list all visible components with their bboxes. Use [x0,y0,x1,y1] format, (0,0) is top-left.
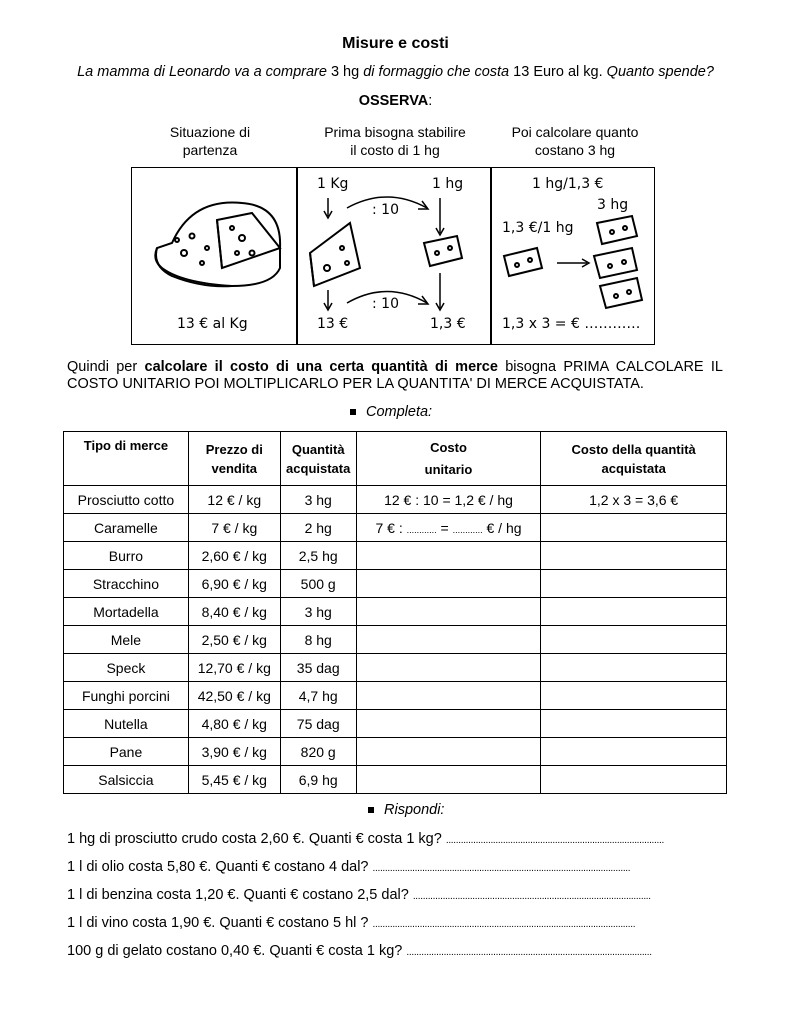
problem-part-2: 3 hg [330,64,360,80]
cell-item: Prosciutto cotto [64,486,189,514]
panel2-bottom-left: 13 € [317,316,349,332]
panel2-div-bottom: : 10 [372,296,399,312]
cell-unit-cost[interactable] [356,766,541,794]
cell-price: 3,90 € / kg [188,738,280,766]
panel2-top-right: 1 hg [432,176,464,192]
cell-total-cost[interactable] [541,542,727,570]
observe-heading [0,93,791,109]
cell-item: Salsiccia [64,766,189,794]
cell-total-cost[interactable] [541,514,727,542]
observe-label: OSSERVA [358,93,429,109]
cell-quantity: 75 dag [280,710,356,738]
cell-total-cost[interactable] [541,738,727,766]
panel1-price: 13 € al Kg [177,316,248,332]
cell-item: Mortadella [64,598,189,626]
observe-colon: : [428,93,433,109]
cell-unit-cost[interactable] [356,570,541,598]
cell-item: Caramelle [64,514,189,542]
cell-price: 42,50 € / kg [188,682,280,710]
cell-unit-cost: 12 € : 10 = 1,2 € / hg [356,486,541,514]
problem-statement [0,64,791,80]
problem-part-3: di formaggio che costa [359,64,514,80]
cell-unit-cost[interactable] [356,626,541,654]
question-line[interactable] [67,859,630,875]
problem-part-4: 13 Euro al kg. [513,64,603,80]
explanation-b: calcolare il costo di una certa quantità di merce [144,359,498,375]
cell-price: 12,70 € / kg [188,654,280,682]
panel2-div-top: : 10 [372,202,399,218]
cell-price: 2,50 € / kg [188,626,280,654]
page-title: Misure e costi [342,35,449,52]
question-text: 1 l di benzina costa 1,20 €. Quanti € costano 2,5 dal? [67,887,413,903]
cell-quantity: 8 hg [280,626,356,654]
caption-start-line2: partenza [182,142,238,158]
caption-start [140,123,280,159]
answer-blank[interactable]: .......................................................................................................... [372,919,636,930]
question-text: 1 l di vino costa 1,90 €. Quanti € costano 5 hl ? [67,915,373,931]
table-row [64,486,727,514]
cell-unit-cost[interactable] [356,542,541,570]
question-text: 1 hg di prosciutto crudo costa 2,60 €. Quanti € costa 1 kg? [67,831,446,847]
cell-total-cost[interactable] [541,766,727,794]
bullet-square-icon [350,409,356,415]
table-row [64,710,727,738]
table-row [64,598,727,626]
panel3-label-right: 3 hg [597,197,629,213]
price-table [63,431,727,794]
cell-item: Stracchino [64,570,189,598]
panel2-top-left: 1 Kg [317,176,349,192]
question-text: 100 g di gelato costano 0,40 €. Quanti € costa 1 kg? [67,943,407,959]
cell-price: 6,90 € / kg [188,570,280,598]
question-line[interactable] [67,831,664,847]
explanation-a: Quindi per [67,359,145,375]
cell-unit-cost[interactable] [356,598,541,626]
panel3-label-left: 1,3 €/1 hg [502,220,574,236]
caption-step1 [305,123,485,159]
table-row [64,682,727,710]
cell-total-cost[interactable] [541,710,727,738]
header-quantity: Quantità acquistata [280,432,356,486]
cell-price: 8,40 € / kg [188,598,280,626]
cell-quantity: 3 hg [280,598,356,626]
table-row [64,514,727,542]
answer-blank[interactable]: ................................................................................................ [412,891,651,902]
problem-part-1: La mamma di Leonardo va a comprare [77,64,331,80]
explanation-c: bisogna PRIMA CALCOLARE IL COSTO UNITARIO POI MOLTIPLICARLO PER LA QUANTITA' DI MERCE ACQUISTATA. [67,359,723,392]
question-line[interactable] [67,915,635,931]
cell-unit-cost[interactable]: 7 € : ............ = ............ € / hg [356,514,541,542]
answer-blank[interactable]: ........................................................................................ [445,835,664,846]
table-row [64,626,727,654]
table-row [64,738,727,766]
answer-instruction [368,802,444,818]
cell-quantity: 500 g [280,570,356,598]
question-text: 1 l di olio costa 5,80 €. Quanti € costano 4 dal? [67,859,373,875]
caption-step2-line1: Poi calcolare quanto [511,124,639,140]
cell-price: 12 € / kg [188,486,280,514]
complete-label: Completa: [366,404,433,420]
header-price: Prezzo di vendita [188,432,280,486]
cell-item: Nutella [64,710,189,738]
header-total-cost: Costo della quantità acquistata [541,432,727,486]
cell-item: Pane [64,738,189,766]
caption-step1-line1: Prima bisogna stabilire [324,124,466,140]
cell-total-cost[interactable] [541,654,727,682]
cheese-wheel-icon [155,203,280,287]
table-row [64,570,727,598]
cell-item: Mele [64,626,189,654]
problem-part-5: Quanto spende? [602,64,714,80]
cell-total-cost[interactable] [541,682,727,710]
cell-item: Speck [64,654,189,682]
cell-price: 5,45 € / kg [188,766,280,794]
panel3-top: 1 hg/1,3 € [532,176,604,192]
caption-step2 [495,123,655,159]
cell-unit-cost[interactable] [356,738,541,766]
explanation-paragraph [67,359,723,393]
cell-unit-cost[interactable] [356,682,541,710]
cell-price: 4,80 € / kg [188,710,280,738]
cell-quantity: 820 g [280,738,356,766]
complete-instruction [350,404,432,420]
cell-total-cost: 1,2 x 3 = 3,6 € [541,486,727,514]
cell-total-cost[interactable] [541,598,727,626]
question-line[interactable] [67,887,651,903]
bullet-square-icon [368,807,374,813]
table-header-row [64,432,727,486]
caption-step2-line2: costano 3 hg [534,142,616,158]
cell-price: 2,60 € / kg [188,542,280,570]
panel2-bottom-right: 1,3 € [430,316,466,332]
cell-price: 7 € / kg [188,514,280,542]
answer-blank[interactable]: ................................................................................................... [406,947,652,958]
cell-item: Funghi porcini [64,682,189,710]
cheese-illustration [131,167,655,345]
caption-step1-line2: il costo di 1 hg [350,142,440,158]
cell-total-cost[interactable] [541,626,727,654]
answer-label: Rispondi: [384,802,445,818]
cell-quantity: 3 hg [280,486,356,514]
table-row [64,766,727,794]
caption-start-line1: Situazione di [169,124,251,140]
cell-quantity: 4,7 hg [280,682,356,710]
cell-item: Burro [64,542,189,570]
header-unit-cost: Costo unitario [356,432,541,486]
cell-unit-cost[interactable] [356,710,541,738]
cell-quantity: 35 dag [280,654,356,682]
cell-total-cost[interactable] [541,570,727,598]
answer-blank[interactable]: ........................................................................................................ [372,863,631,874]
cell-quantity: 2 hg [280,514,356,542]
header-item: Tipo di merce [64,432,189,486]
table-row [64,542,727,570]
cell-quantity: 6,9 hg [280,766,356,794]
panel3-formula: 1,3 x 3 = € ………… [502,316,641,332]
cell-quantity: 2,5 hg [280,542,356,570]
table-row [64,654,727,682]
question-line[interactable] [67,943,652,959]
cell-unit-cost[interactable] [356,654,541,682]
